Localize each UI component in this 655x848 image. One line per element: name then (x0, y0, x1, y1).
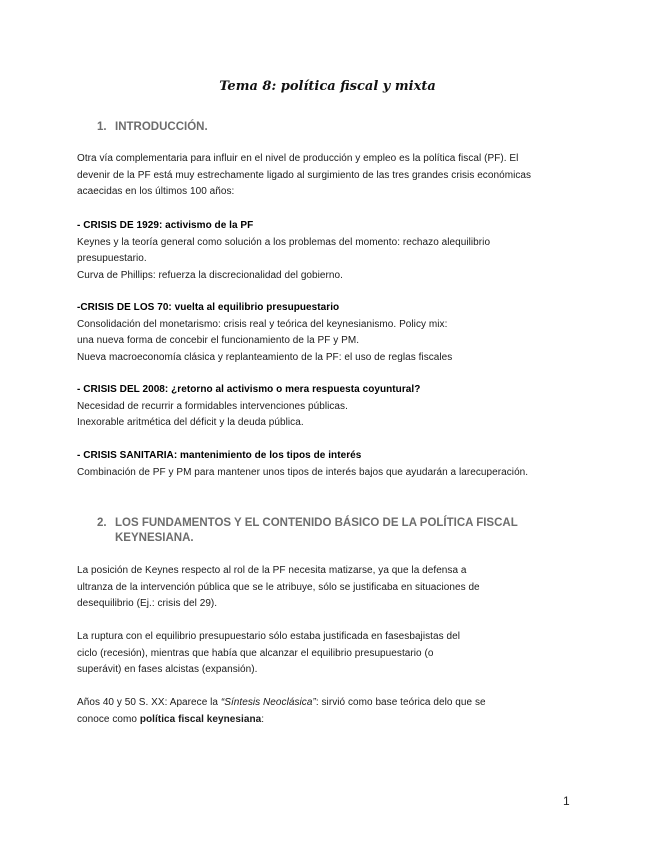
text-run: Años 40 y 50 S. XX: Aparece la (77, 697, 221, 708)
paragraph-line: ciclo (recesión), mientras que había que alcanzar el equilibrio presupuestario (o (77, 647, 434, 659)
crisis-line: una nueva forma de concebir el funcionamiento de la PF y PM. (77, 335, 360, 347)
paragraph-line: superávit) en fases alcistas (expansión). (77, 664, 258, 676)
document-title: Tema 8: política fiscal y mixta (219, 79, 436, 94)
crisis-line: Curva de Phillips: refuerza la discrecionalidad del gobierno. (77, 269, 343, 281)
paragraph-line: desequilibrio (Ej.: crisis del 29). (77, 598, 218, 610)
keynes-paragraph (77, 563, 577, 613)
crisis-line: Consolidación del monetarismo: crisis real y teórica del keynesianismo. Policy mix: (77, 318, 448, 330)
section-1-number: 1. (97, 121, 107, 133)
crisis-sanitaria-heading: - CRISIS SANITARIA: mantenimiento de los tipos de interés (77, 450, 362, 461)
crisis-1929-heading: - CRISIS DE 1929: activismo de la PF (77, 220, 254, 231)
section-2-number: 2. (97, 517, 107, 529)
section-1-title: INTRODUCCIÓN. (115, 121, 208, 133)
page-number: 1 (563, 794, 570, 808)
crisis-2008-block (77, 382, 577, 432)
crisis-line: Keynes y la teoría general como solución a los problemas del momento: rechazo alequilibrio (77, 236, 491, 248)
crisis-line: Combinación de PF y PM para mantener unos tipos de interés bajos que ayudarán a larecuperación. (77, 466, 529, 478)
text-run: : sirvió como base teórica delo que se (315, 697, 486, 708)
intro-line: acaecidas en los últimos 100 años: (77, 186, 235, 198)
ruptura-paragraph (77, 629, 577, 679)
crisis-line: presupuestario. (77, 253, 147, 265)
crisis-line: Inexorable aritmética del déficit y la deuda pública. (77, 417, 304, 429)
crisis-sanitaria-block (77, 448, 577, 481)
crisis-line: Necesidad de recurrir a formidables intervenciones públicas. (77, 400, 348, 412)
text-run: : (261, 713, 265, 725)
paragraph-line (77, 695, 577, 712)
intro-line: devenir de la PF está muy estrechamente ligado al surgimiento de las tres grandes crisis económicas (77, 169, 532, 181)
paragraph-line (77, 712, 577, 729)
bold-text: política fiscal keynesiana (139, 713, 262, 725)
paragraph-line: La ruptura con el equilibrio presupuestario sólo estaba justificada en fasesbajistas del (77, 631, 460, 642)
crisis-1929-block (77, 218, 577, 284)
emphasis-text: “Síntesis Neoclásica” (220, 697, 316, 708)
crisis-70s-heading: -CRISIS DE LOS 70: vuelta al equilibrio presupuestario (77, 302, 340, 313)
sintesis-paragraph (77, 695, 577, 728)
text-run: conoce como (77, 713, 140, 725)
paragraph-line: ultranza de la intervención pública que se le atribuye, sólo se justificaba en situaciones de (77, 581, 480, 593)
paragraph-line: La posición de Keynes respecto al rol de la PF necesita matizarse, ya que la defensa a (77, 565, 467, 576)
section-2-heading (97, 516, 527, 546)
crisis-line: Nueva macroeconomía clásica y replanteamiento de la PF: el uso de reglas fiscales (77, 351, 453, 363)
crisis-2008-heading: - CRISIS DEL 2008: ¿retorno al activismo o mera respuesta coyuntural? (77, 384, 421, 395)
section-2-title-line-1: LOS FUNDAMENTOS Y EL CONTENIDO BÁSICO DE LA POLÍTICA FISCAL (115, 517, 518, 529)
intro-line: Otra vía complementaria para influir en el nivel de producción y empleo es la política fiscal (PF). El (77, 153, 519, 164)
crisis-70s-block (77, 300, 577, 366)
section-2-title-line-2: KEYNESIANA. (115, 532, 194, 544)
section-1-heading (97, 120, 517, 135)
intro-paragraph (77, 151, 577, 201)
